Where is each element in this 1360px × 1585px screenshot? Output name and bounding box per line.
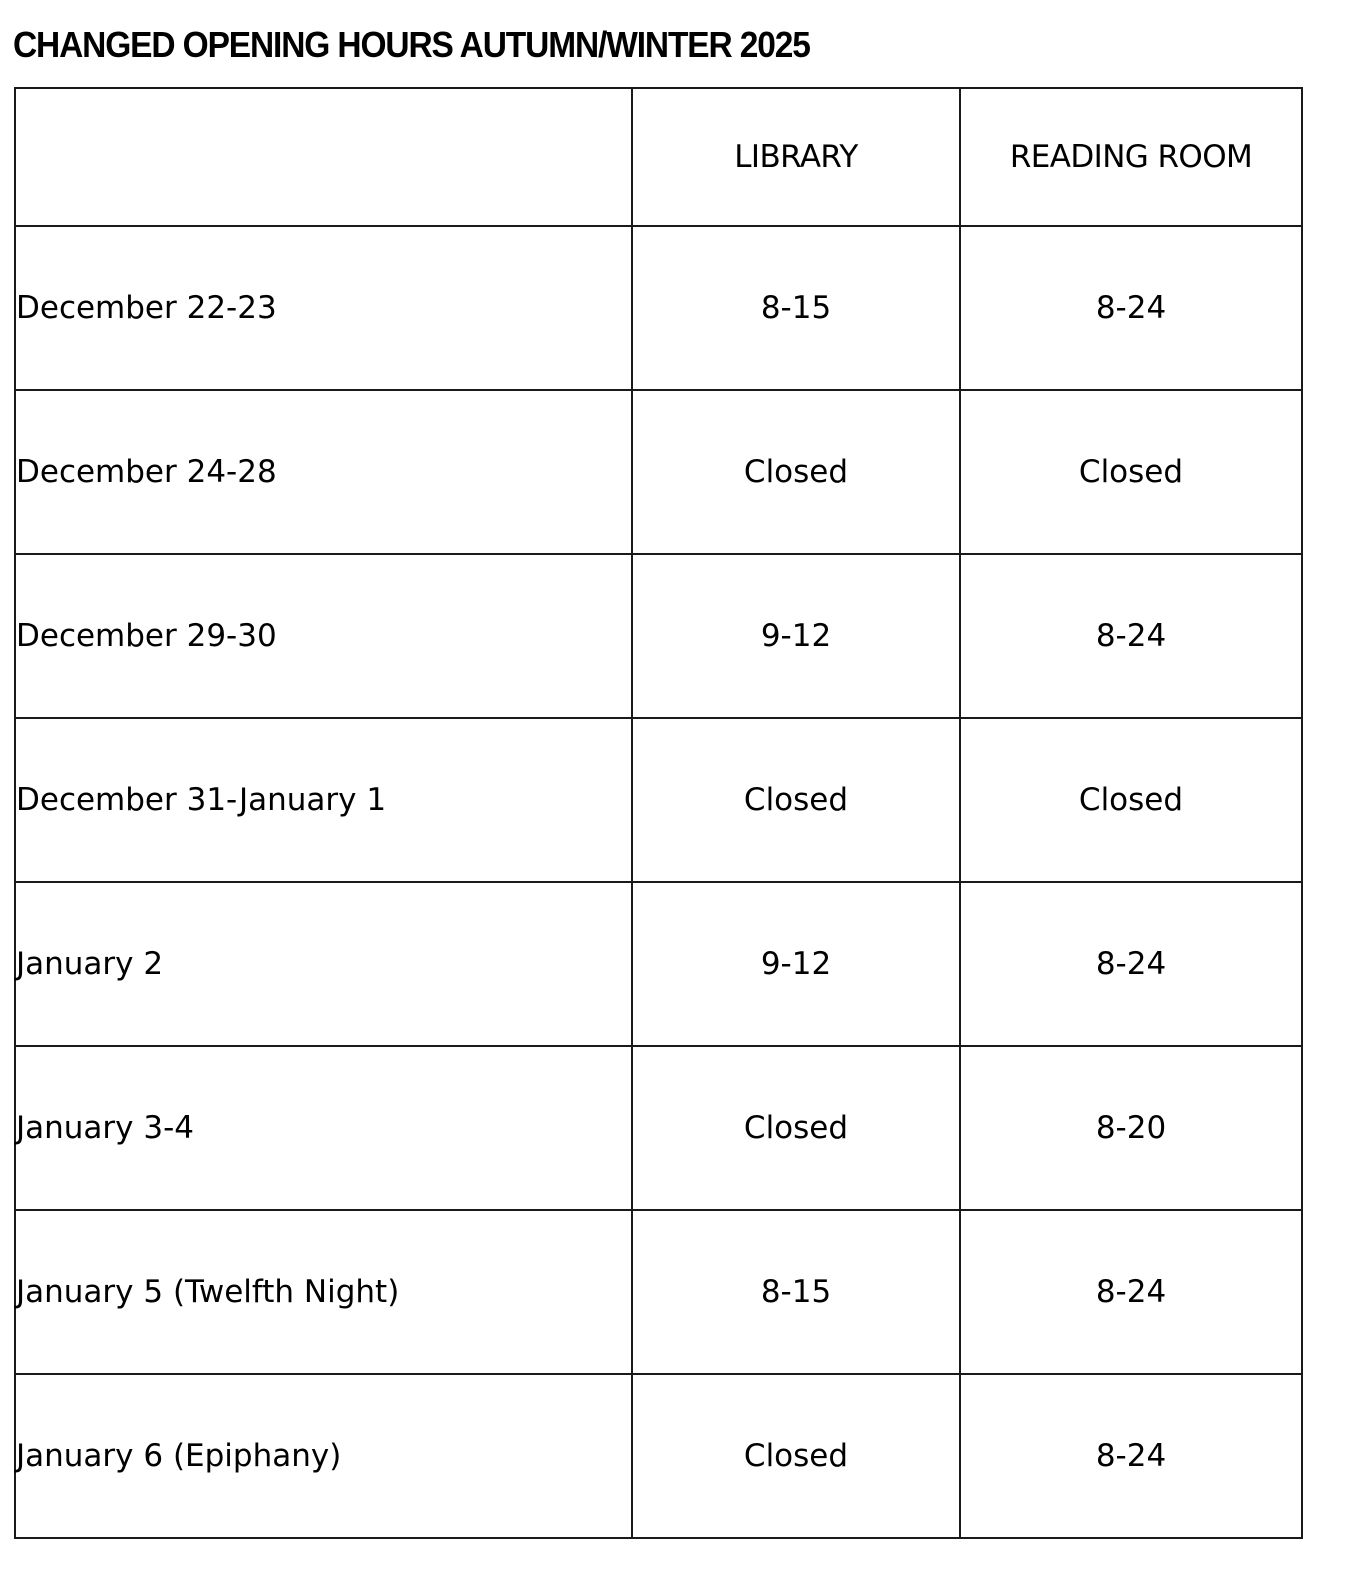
table-row	[15, 1374, 1302, 1538]
table-row	[15, 1046, 1302, 1210]
opening-hours-table	[14, 87, 1303, 1539]
library-hours-cell: 9-12	[632, 882, 960, 1046]
reading-room-hours-cell: 8-24	[960, 554, 1302, 718]
reading-room-hours-cell: 8-24	[960, 1210, 1302, 1374]
period-cell: December 22-23	[15, 226, 632, 390]
reading-room-hours-cell: 8-20	[960, 1046, 1302, 1210]
header-period	[15, 88, 632, 226]
header-library: LIBRARY	[632, 88, 960, 226]
table-row	[15, 390, 1302, 554]
header-row	[15, 88, 1302, 226]
reading-room-hours-cell: Closed	[960, 718, 1302, 882]
period-cell: December 31-January 1	[15, 718, 632, 882]
header-reading-room: READING ROOM	[960, 88, 1302, 226]
library-hours-cell: 9-12	[632, 554, 960, 718]
library-hours-cell: Closed	[632, 390, 960, 554]
period-cell: December 29-30	[15, 554, 632, 718]
period-cell: January 2	[15, 882, 632, 1046]
table-row	[15, 226, 1302, 390]
table-row	[15, 882, 1302, 1046]
library-hours-cell: 8-15	[632, 226, 960, 390]
period-cell: January 3-4	[15, 1046, 632, 1210]
library-hours-cell: 8-15	[632, 1210, 960, 1374]
period-cell: December 24-28	[15, 390, 632, 554]
period-cell: January 6 (Epiphany)	[15, 1374, 632, 1538]
period-cell: January 5 (Twelfth Night)	[15, 1210, 632, 1374]
library-hours-cell: Closed	[632, 1046, 960, 1210]
table-row	[15, 1210, 1302, 1374]
reading-room-hours-cell: 8-24	[960, 226, 1302, 390]
library-hours-cell: Closed	[632, 1374, 960, 1538]
reading-room-hours-cell: Closed	[960, 390, 1302, 554]
table-row	[15, 718, 1302, 882]
table-row	[15, 554, 1302, 718]
page-title: CHANGED OPENING HOURS AUTUMN/WINTER 2025	[13, 24, 810, 65]
reading-room-hours-cell: 8-24	[960, 882, 1302, 1046]
library-hours-cell: Closed	[632, 718, 960, 882]
reading-room-hours-cell: 8-24	[960, 1374, 1302, 1538]
